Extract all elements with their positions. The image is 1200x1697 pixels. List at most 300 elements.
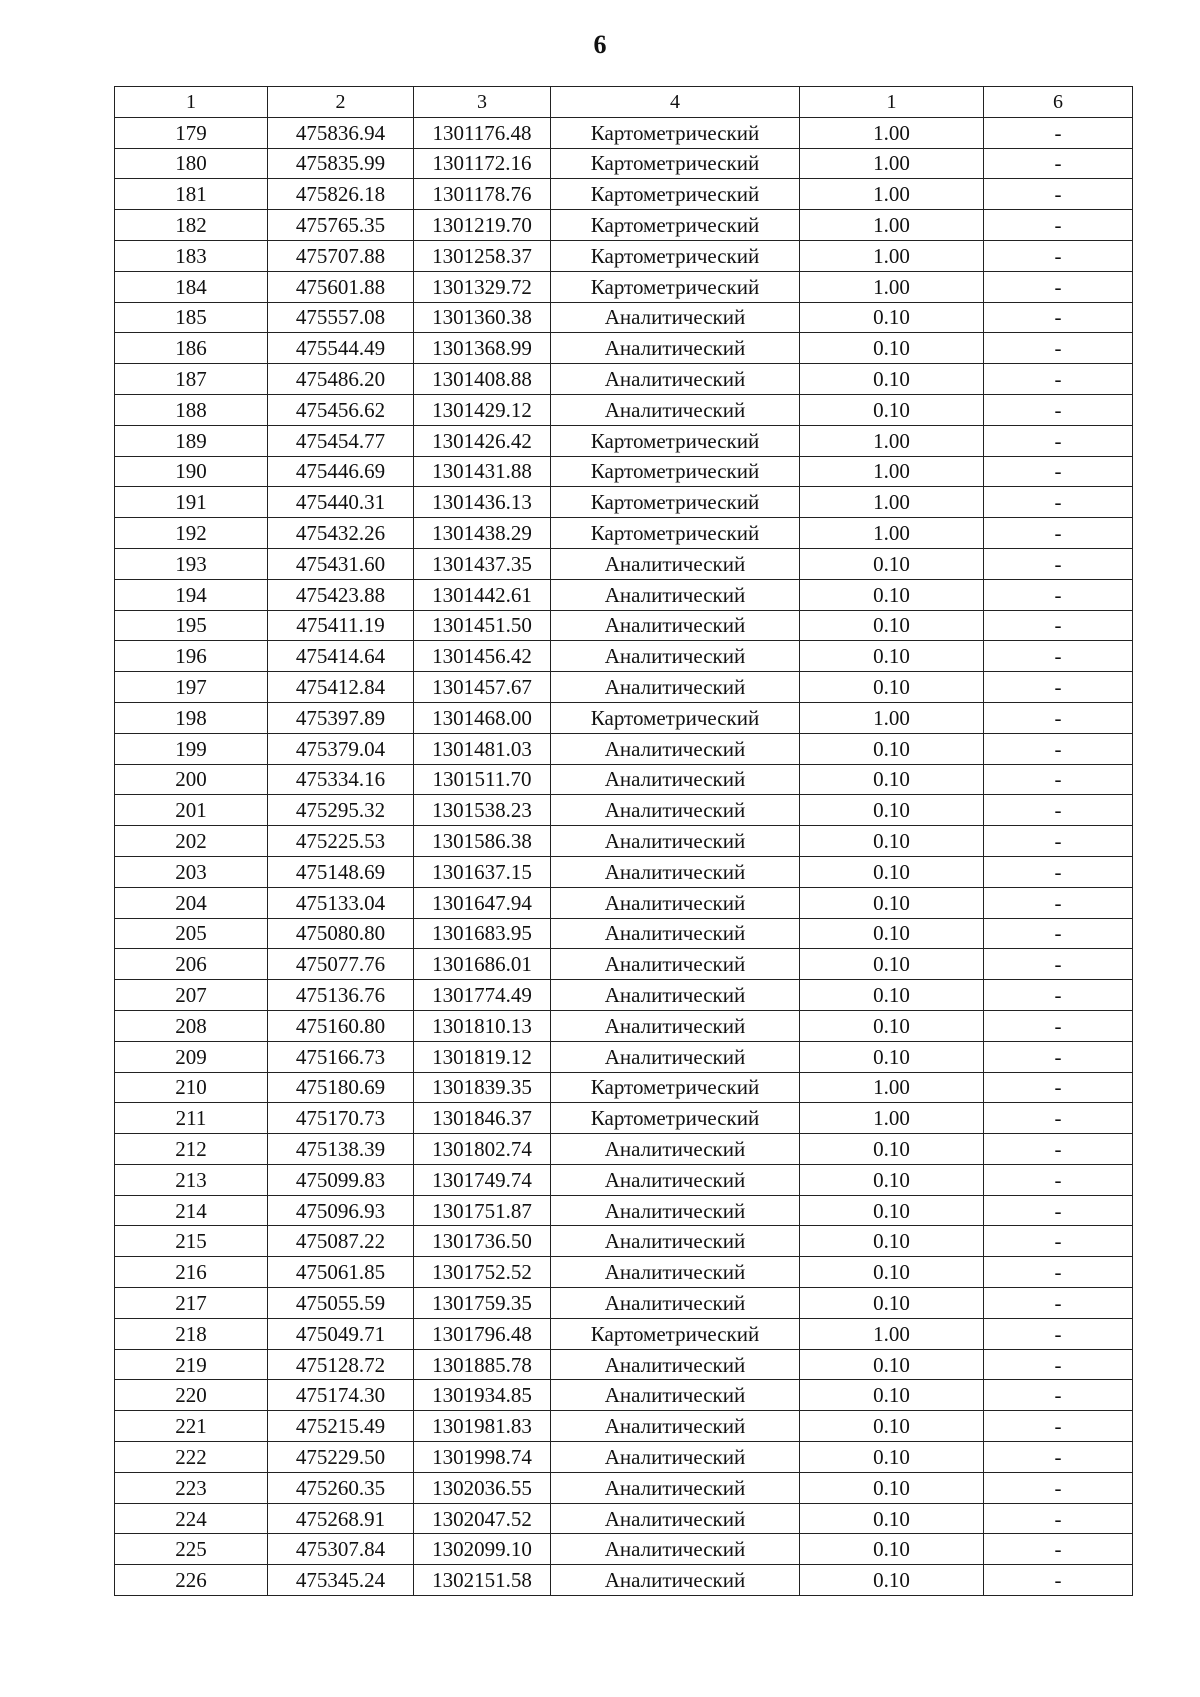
table-row [115,364,1133,395]
y-coordinate-cell: 1301752.52 [414,1257,551,1288]
point-number-cell: 225 [115,1534,268,1565]
accuracy-cell: 0.10 [800,364,984,395]
table-row [115,1257,1133,1288]
x-coordinate-cell: 475765.35 [268,210,414,241]
y-coordinate-cell: 1301408.88 [414,364,551,395]
y-coordinate-cell: 1302036.55 [414,1472,551,1503]
y-coordinate-cell: 1301481.03 [414,733,551,764]
y-coordinate-cell: 1301426.42 [414,425,551,456]
y-coordinate-cell: 1301219.70 [414,210,551,241]
accuracy-cell: 0.10 [800,548,984,579]
point-number-cell: 189 [115,425,268,456]
table-row [115,1164,1133,1195]
y-coordinate-cell: 1301511.70 [414,764,551,795]
point-number-cell: 214 [115,1195,268,1226]
accuracy-cell: 1.00 [800,148,984,179]
description-cell: - [984,1072,1133,1103]
method-cell: Аналитический [551,1349,800,1380]
point-number-cell: 226 [115,1565,268,1596]
point-number-cell: 182 [115,210,268,241]
description-cell: - [984,856,1133,887]
x-coordinate-cell: 475544.49 [268,333,414,364]
y-coordinate-cell: 1302047.52 [414,1503,551,1534]
accuracy-cell: 1.00 [800,210,984,241]
table-row [115,518,1133,549]
table-row [115,1411,1133,1442]
column-header: 1 [115,87,268,118]
y-coordinate-cell: 1301749.74 [414,1164,551,1195]
accuracy-cell: 1.00 [800,456,984,487]
method-cell: Аналитический [551,610,800,641]
method-cell: Аналитический [551,302,800,333]
accuracy-cell: 0.10 [800,610,984,641]
table-row [115,1349,1133,1380]
method-cell: Аналитический [551,1411,800,1442]
y-coordinate-cell: 1301368.99 [414,333,551,364]
accuracy-cell: 0.10 [800,302,984,333]
x-coordinate-cell: 475138.39 [268,1134,414,1165]
method-cell: Картометрический [551,1072,800,1103]
method-cell: Картометрический [551,425,800,456]
point-number-cell: 206 [115,949,268,980]
method-cell: Аналитический [551,826,800,857]
x-coordinate-cell: 475160.80 [268,1010,414,1041]
x-coordinate-cell: 475440.31 [268,487,414,518]
description-cell: - [984,1472,1133,1503]
method-cell: Картометрический [551,702,800,733]
x-coordinate-cell: 475133.04 [268,887,414,918]
x-coordinate-cell: 475174.30 [268,1380,414,1411]
y-coordinate-cell: 1301360.38 [414,302,551,333]
description-cell: - [984,1534,1133,1565]
point-number-cell: 207 [115,980,268,1011]
accuracy-cell: 0.10 [800,764,984,795]
x-coordinate-cell: 475836.94 [268,117,414,148]
accuracy-cell: 0.10 [800,949,984,980]
point-number-cell: 203 [115,856,268,887]
x-coordinate-cell: 475414.64 [268,641,414,672]
table-row [115,1534,1133,1565]
accuracy-cell: 0.10 [800,1380,984,1411]
accuracy-cell: 0.10 [800,1411,984,1442]
accuracy-cell: 0.10 [800,641,984,672]
accuracy-cell: 0.10 [800,918,984,949]
method-cell: Аналитический [551,949,800,980]
x-coordinate-cell: 475148.69 [268,856,414,887]
x-coordinate-cell: 475166.73 [268,1041,414,1072]
method-cell: Аналитический [551,364,800,395]
point-number-cell: 192 [115,518,268,549]
table-row [115,394,1133,425]
point-number-cell: 198 [115,702,268,733]
x-coordinate-cell: 475295.32 [268,795,414,826]
y-coordinate-cell: 1301431.88 [414,456,551,487]
page-number: 6 [593,30,607,59]
table-row [115,179,1133,210]
y-coordinate-cell: 1301451.50 [414,610,551,641]
description-cell: - [984,1041,1133,1072]
y-coordinate-cell: 1301759.35 [414,1288,551,1319]
method-cell: Аналитический [551,1195,800,1226]
coordinates-table-container [114,86,1132,1596]
description-cell: - [984,1103,1133,1134]
method-cell: Картометрический [551,456,800,487]
y-coordinate-cell: 1301637.15 [414,856,551,887]
table-row [115,610,1133,641]
y-coordinate-cell: 1301810.13 [414,1010,551,1041]
method-cell: Аналитический [551,394,800,425]
y-coordinate-cell: 1301442.61 [414,579,551,610]
table-row [115,1288,1133,1319]
y-coordinate-cell: 1301934.85 [414,1380,551,1411]
point-number-cell: 204 [115,887,268,918]
accuracy-cell: 0.10 [800,1288,984,1319]
table-row [115,425,1133,456]
x-coordinate-cell: 475136.76 [268,980,414,1011]
point-number-cell: 185 [115,302,268,333]
method-cell: Аналитический [551,1041,800,1072]
coordinates-table [114,86,1133,1596]
method-cell: Аналитический [551,856,800,887]
description-cell: - [984,456,1133,487]
x-coordinate-cell: 475307.84 [268,1534,414,1565]
description-cell: - [984,548,1133,579]
x-coordinate-cell: 475128.72 [268,1349,414,1380]
description-cell: - [984,1226,1133,1257]
point-number-cell: 187 [115,364,268,395]
point-number-cell: 195 [115,610,268,641]
y-coordinate-cell: 1301457.67 [414,672,551,703]
description-cell: - [984,1380,1133,1411]
table-row [115,1472,1133,1503]
table-row [115,1010,1133,1041]
point-number-cell: 216 [115,1257,268,1288]
point-number-cell: 190 [115,456,268,487]
description-cell: - [984,1134,1133,1165]
x-coordinate-cell: 475099.83 [268,1164,414,1195]
accuracy-cell: 1.00 [800,1072,984,1103]
accuracy-cell: 1.00 [800,271,984,302]
description-cell: - [984,1411,1133,1442]
accuracy-cell: 0.10 [800,1010,984,1041]
x-coordinate-cell: 475601.88 [268,271,414,302]
description-cell: - [984,641,1133,672]
point-number-cell: 209 [115,1041,268,1072]
column-header: 6 [984,87,1133,118]
method-cell: Аналитический [551,1534,800,1565]
table-row [115,210,1133,241]
accuracy-cell: 0.10 [800,1442,984,1473]
method-cell: Аналитический [551,1164,800,1195]
accuracy-cell: 1.00 [800,240,984,271]
description-cell: - [984,487,1133,518]
table-row [115,487,1133,518]
description-cell: - [984,1195,1133,1226]
y-coordinate-cell: 1301329.72 [414,271,551,302]
table-row [115,702,1133,733]
description-cell: - [984,1349,1133,1380]
description-cell: - [984,949,1133,980]
x-coordinate-cell: 475432.26 [268,518,414,549]
x-coordinate-cell: 475446.69 [268,456,414,487]
accuracy-cell: 0.10 [800,1534,984,1565]
point-number-cell: 199 [115,733,268,764]
description-cell: - [984,302,1133,333]
description-cell: - [984,918,1133,949]
point-number-cell: 222 [115,1442,268,1473]
y-coordinate-cell: 1301468.00 [414,702,551,733]
description-cell: - [984,117,1133,148]
accuracy-cell: 0.10 [800,1503,984,1534]
x-coordinate-cell: 475170.73 [268,1103,414,1134]
accuracy-cell: 0.10 [800,1472,984,1503]
method-cell: Картометрический [551,1318,800,1349]
point-number-cell: 224 [115,1503,268,1534]
accuracy-cell: 0.10 [800,1164,984,1195]
point-number-cell: 183 [115,240,268,271]
method-cell: Аналитический [551,1134,800,1165]
description-cell: - [984,579,1133,610]
table-row [115,271,1133,302]
description-cell: - [984,394,1133,425]
table-body [115,117,1133,1595]
x-coordinate-cell: 475826.18 [268,179,414,210]
method-cell: Аналитический [551,1288,800,1319]
x-coordinate-cell: 475379.04 [268,733,414,764]
y-coordinate-cell: 1301751.87 [414,1195,551,1226]
accuracy-cell: 0.10 [800,1257,984,1288]
table-row [115,949,1133,980]
table-row [115,1503,1133,1534]
table-row [115,1072,1133,1103]
point-number-cell: 213 [115,1164,268,1195]
description-cell: - [984,795,1133,826]
table-header-row [115,87,1133,118]
description-cell: - [984,271,1133,302]
point-number-cell: 193 [115,548,268,579]
table-row [115,1195,1133,1226]
x-coordinate-cell: 475456.62 [268,394,414,425]
description-cell: - [984,1318,1133,1349]
point-number-cell: 191 [115,487,268,518]
method-cell: Аналитический [551,887,800,918]
table-row [115,1134,1133,1165]
accuracy-cell: 0.10 [800,1226,984,1257]
x-coordinate-cell: 475423.88 [268,579,414,610]
y-coordinate-cell: 1301538.23 [414,795,551,826]
column-header: 2 [268,87,414,118]
description-cell: - [984,518,1133,549]
x-coordinate-cell: 475061.85 [268,1257,414,1288]
table-row [115,117,1133,148]
description-cell: - [984,764,1133,795]
description-cell: - [984,826,1133,857]
x-coordinate-cell: 475229.50 [268,1442,414,1473]
method-cell: Картометрический [551,271,800,302]
method-cell: Аналитический [551,1010,800,1041]
accuracy-cell: 1.00 [800,518,984,549]
y-coordinate-cell: 1301438.29 [414,518,551,549]
description-cell: - [984,610,1133,641]
x-coordinate-cell: 475707.88 [268,240,414,271]
point-number-cell: 194 [115,579,268,610]
accuracy-cell: 0.10 [800,333,984,364]
y-coordinate-cell: 1301437.35 [414,548,551,579]
point-number-cell: 218 [115,1318,268,1349]
x-coordinate-cell: 475345.24 [268,1565,414,1596]
description-cell: - [984,1565,1133,1596]
table-row [115,333,1133,364]
description-cell: - [984,702,1133,733]
x-coordinate-cell: 475087.22 [268,1226,414,1257]
description-cell: - [984,887,1133,918]
point-number-cell: 217 [115,1288,268,1319]
description-cell: - [984,1257,1133,1288]
point-number-cell: 202 [115,826,268,857]
x-coordinate-cell: 475080.80 [268,918,414,949]
accuracy-cell: 0.10 [800,826,984,857]
table-row [115,764,1133,795]
point-number-cell: 180 [115,148,268,179]
description-cell: - [984,333,1133,364]
description-cell: - [984,672,1133,703]
accuracy-cell: 1.00 [800,487,984,518]
method-cell: Аналитический [551,1380,800,1411]
point-number-cell: 210 [115,1072,268,1103]
accuracy-cell: 0.10 [800,394,984,425]
method-cell: Аналитический [551,1565,800,1596]
method-cell: Аналитический [551,918,800,949]
table-row [115,1565,1133,1596]
y-coordinate-cell: 1301885.78 [414,1349,551,1380]
method-cell: Картометрический [551,117,800,148]
x-coordinate-cell: 475412.84 [268,672,414,703]
point-number-cell: 200 [115,764,268,795]
method-cell: Аналитический [551,1257,800,1288]
point-number-cell: 211 [115,1103,268,1134]
description-cell: - [984,980,1133,1011]
x-coordinate-cell: 475049.71 [268,1318,414,1349]
method-cell: Аналитический [551,795,800,826]
accuracy-cell: 0.10 [800,672,984,703]
accuracy-cell: 0.10 [800,579,984,610]
x-coordinate-cell: 475431.60 [268,548,414,579]
x-coordinate-cell: 475411.19 [268,610,414,641]
y-coordinate-cell: 1301683.95 [414,918,551,949]
accuracy-cell: 0.10 [800,733,984,764]
point-number-cell: 212 [115,1134,268,1165]
x-coordinate-cell: 475334.16 [268,764,414,795]
table-row [115,1442,1133,1473]
accuracy-cell: 1.00 [800,425,984,456]
point-number-cell: 197 [115,672,268,703]
method-cell: Аналитический [551,672,800,703]
column-header: 1 [800,87,984,118]
table-row [115,240,1133,271]
x-coordinate-cell: 475454.77 [268,425,414,456]
point-number-cell: 186 [115,333,268,364]
table-row [115,548,1133,579]
accuracy-cell: 0.10 [800,1041,984,1072]
point-number-cell: 215 [115,1226,268,1257]
accuracy-cell: 1.00 [800,702,984,733]
y-coordinate-cell: 1301819.12 [414,1041,551,1072]
point-number-cell: 201 [115,795,268,826]
table-row [115,672,1133,703]
point-number-cell: 208 [115,1010,268,1041]
x-coordinate-cell: 475225.53 [268,826,414,857]
x-coordinate-cell: 475096.93 [268,1195,414,1226]
accuracy-cell: 0.10 [800,856,984,887]
description-cell: - [984,210,1133,241]
method-cell: Аналитический [551,764,800,795]
description-cell: - [984,1010,1133,1041]
description-cell: - [984,425,1133,456]
accuracy-cell: 0.10 [800,795,984,826]
y-coordinate-cell: 1301647.94 [414,887,551,918]
description-cell: - [984,733,1133,764]
table-row [115,148,1133,179]
method-cell: Аналитический [551,1226,800,1257]
method-cell: Аналитический [551,548,800,579]
method-cell: Аналитический [551,1503,800,1534]
accuracy-cell: 1.00 [800,1318,984,1349]
x-coordinate-cell: 475486.20 [268,364,414,395]
point-number-cell: 184 [115,271,268,302]
accuracy-cell: 1.00 [800,117,984,148]
point-number-cell: 181 [115,179,268,210]
y-coordinate-cell: 1301178.76 [414,179,551,210]
method-cell: Картометрический [551,148,800,179]
method-cell: Аналитический [551,1442,800,1473]
table-row [115,980,1133,1011]
method-cell: Картометрический [551,179,800,210]
y-coordinate-cell: 1301774.49 [414,980,551,1011]
description-cell: - [984,1442,1133,1473]
y-coordinate-cell: 1301429.12 [414,394,551,425]
table-row [115,856,1133,887]
accuracy-cell: 0.10 [800,1195,984,1226]
y-coordinate-cell: 1301998.74 [414,1442,551,1473]
method-cell: Аналитический [551,1472,800,1503]
x-coordinate-cell: 475055.59 [268,1288,414,1319]
y-coordinate-cell: 1301258.37 [414,240,551,271]
table-row [115,887,1133,918]
description-cell: - [984,148,1133,179]
point-number-cell: 179 [115,117,268,148]
y-coordinate-cell: 1301802.74 [414,1134,551,1165]
table-row [115,918,1133,949]
x-coordinate-cell: 475215.49 [268,1411,414,1442]
table-row [115,579,1133,610]
y-coordinate-cell: 1302151.58 [414,1565,551,1596]
accuracy-cell: 1.00 [800,1103,984,1134]
method-cell: Аналитический [551,333,800,364]
accuracy-cell: 0.10 [800,887,984,918]
y-coordinate-cell: 1301839.35 [414,1072,551,1103]
table-row [115,1103,1133,1134]
x-coordinate-cell: 475835.99 [268,148,414,179]
y-coordinate-cell: 1301586.38 [414,826,551,857]
method-cell: Картометрический [551,210,800,241]
method-cell: Аналитический [551,733,800,764]
y-coordinate-cell: 1301796.48 [414,1318,551,1349]
point-number-cell: 188 [115,394,268,425]
column-header: 4 [551,87,800,118]
method-cell: Картометрический [551,1103,800,1134]
table-row [115,302,1133,333]
y-coordinate-cell: 1302099.10 [414,1534,551,1565]
